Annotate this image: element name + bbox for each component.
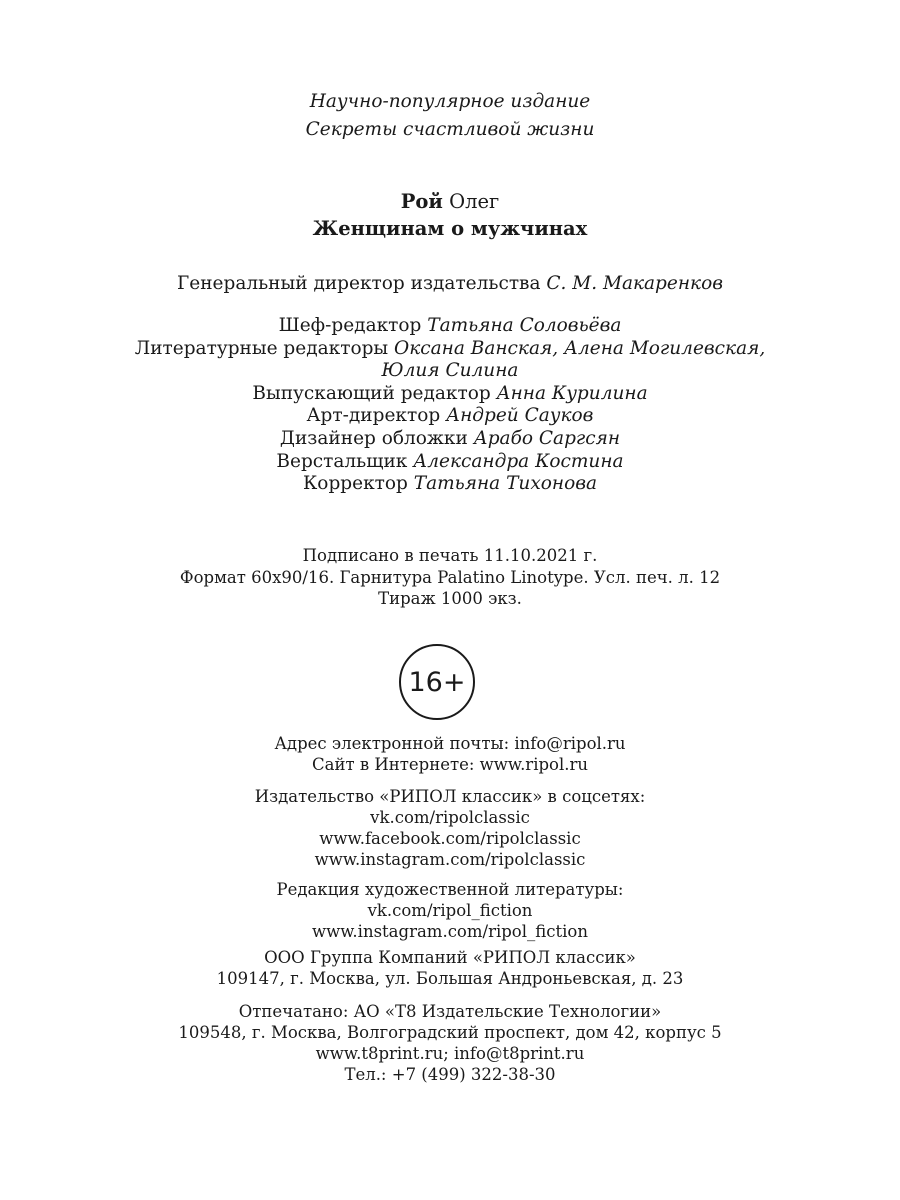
printer-info — [0, 1001, 900, 1085]
credit-role: Выпускающий редактор — [252, 382, 497, 404]
book-title — [0, 215, 900, 242]
credit-name: Андрей Сауков — [446, 405, 594, 427]
author-line — [0, 188, 900, 215]
credit-name: Татьяна Тихонова — [413, 473, 598, 495]
signed-date: Подписано в печать 11.10.2021 г. — [302, 546, 598, 565]
credit-name: Татьяна Соловьёва — [427, 315, 622, 336]
general-director-role: Генеральный директор издательства — [177, 273, 547, 294]
social-link-facebook: www.facebook.com/ripolclassic — [319, 829, 581, 848]
print-run: Тираж 1000 экз. — [378, 589, 522, 608]
credit-role: Литературные редакторы — [134, 337, 395, 359]
company-name: ООО Группа Компаний «РИПОЛ классик» — [264, 948, 636, 967]
website-line: Сайт в Интернете: www.ripol.ru — [311, 755, 589, 774]
credit-name: Александра Костина — [413, 450, 624, 472]
credits-list — [0, 315, 900, 496]
printer-address: 109548, г. Москва, Волгоградский проспект, дом 42, корпус 5 — [178, 1023, 722, 1042]
credit-line — [0, 338, 900, 361]
author-firstname: Олег — [442, 190, 500, 213]
fiction-link-instagram: www.instagram.com/ripol_fiction — [312, 922, 588, 941]
format-info: Формат 60х90/16. Гарнитура Palatino Linotype. Усл. печ. л. 12 — [179, 567, 721, 587]
credit-line — [0, 451, 900, 474]
general-director-line — [0, 270, 900, 297]
publisher-contacts — [0, 733, 900, 775]
social-link-instagram: www.instagram.com/ripolclassic — [314, 850, 586, 869]
credit-name: Юлия Силина — [381, 360, 519, 382]
social-links — [0, 786, 900, 870]
author-surname: Рой — [400, 190, 443, 213]
general-director — [0, 270, 900, 297]
credit-role: Верстальщик — [276, 450, 414, 472]
printer-name: Отпечатано: АО «Т8 Издательские Технологии» — [238, 1002, 662, 1021]
fiction-link-vk: vk.com/ripol_fiction — [367, 901, 533, 920]
credit-line — [0, 360, 900, 383]
company-address: 109147, г. Москва, ул. Большая Андроньевская, д. 23 — [216, 969, 684, 988]
credit-role: Шеф-редактор — [278, 315, 428, 336]
printer-web: www.t8print.ru; info@t8print.ru — [315, 1044, 585, 1063]
series-info — [0, 88, 900, 144]
credit-line — [0, 405, 900, 428]
credit-role: Арт-директор — [306, 405, 447, 427]
credit-line — [0, 428, 900, 451]
edition-type: Научно-популярное издание — [309, 91, 591, 112]
email-line: Адрес электронной почты: info@ripol.ru — [274, 734, 626, 753]
credit-name: Оксана Ванская, Алена Могилевская, — [394, 337, 766, 359]
credit-name: Анна Курилина — [496, 382, 648, 404]
print-details — [0, 545, 900, 610]
social-heading: Издательство «РИПОЛ классик» в соцсетях: — [254, 787, 646, 806]
fiction-links — [0, 879, 900, 942]
series-name: Секреты счастливой жизни — [305, 119, 595, 140]
credit-role: Корректор — [302, 473, 414, 495]
social-link-vk: vk.com/ripolclassic — [370, 808, 530, 827]
book-title-text: Женщинам о мужчинах — [312, 217, 588, 240]
fiction-heading: Редакция художественной литературы: — [276, 880, 624, 899]
company-info — [0, 947, 900, 989]
general-director-name: С. М. Макаренков — [546, 273, 723, 294]
credit-line — [0, 473, 900, 496]
credit-name: Арабо Саргсян — [473, 427, 621, 449]
credit-line — [0, 315, 900, 338]
age-rating-badge: 16+ — [399, 644, 475, 720]
printer-phone: Тел.: +7 (499) 322-38-30 — [344, 1065, 556, 1084]
credit-line — [0, 383, 900, 406]
book-heading — [0, 188, 900, 242]
credit-role: Дизайнер обложки — [279, 427, 474, 449]
